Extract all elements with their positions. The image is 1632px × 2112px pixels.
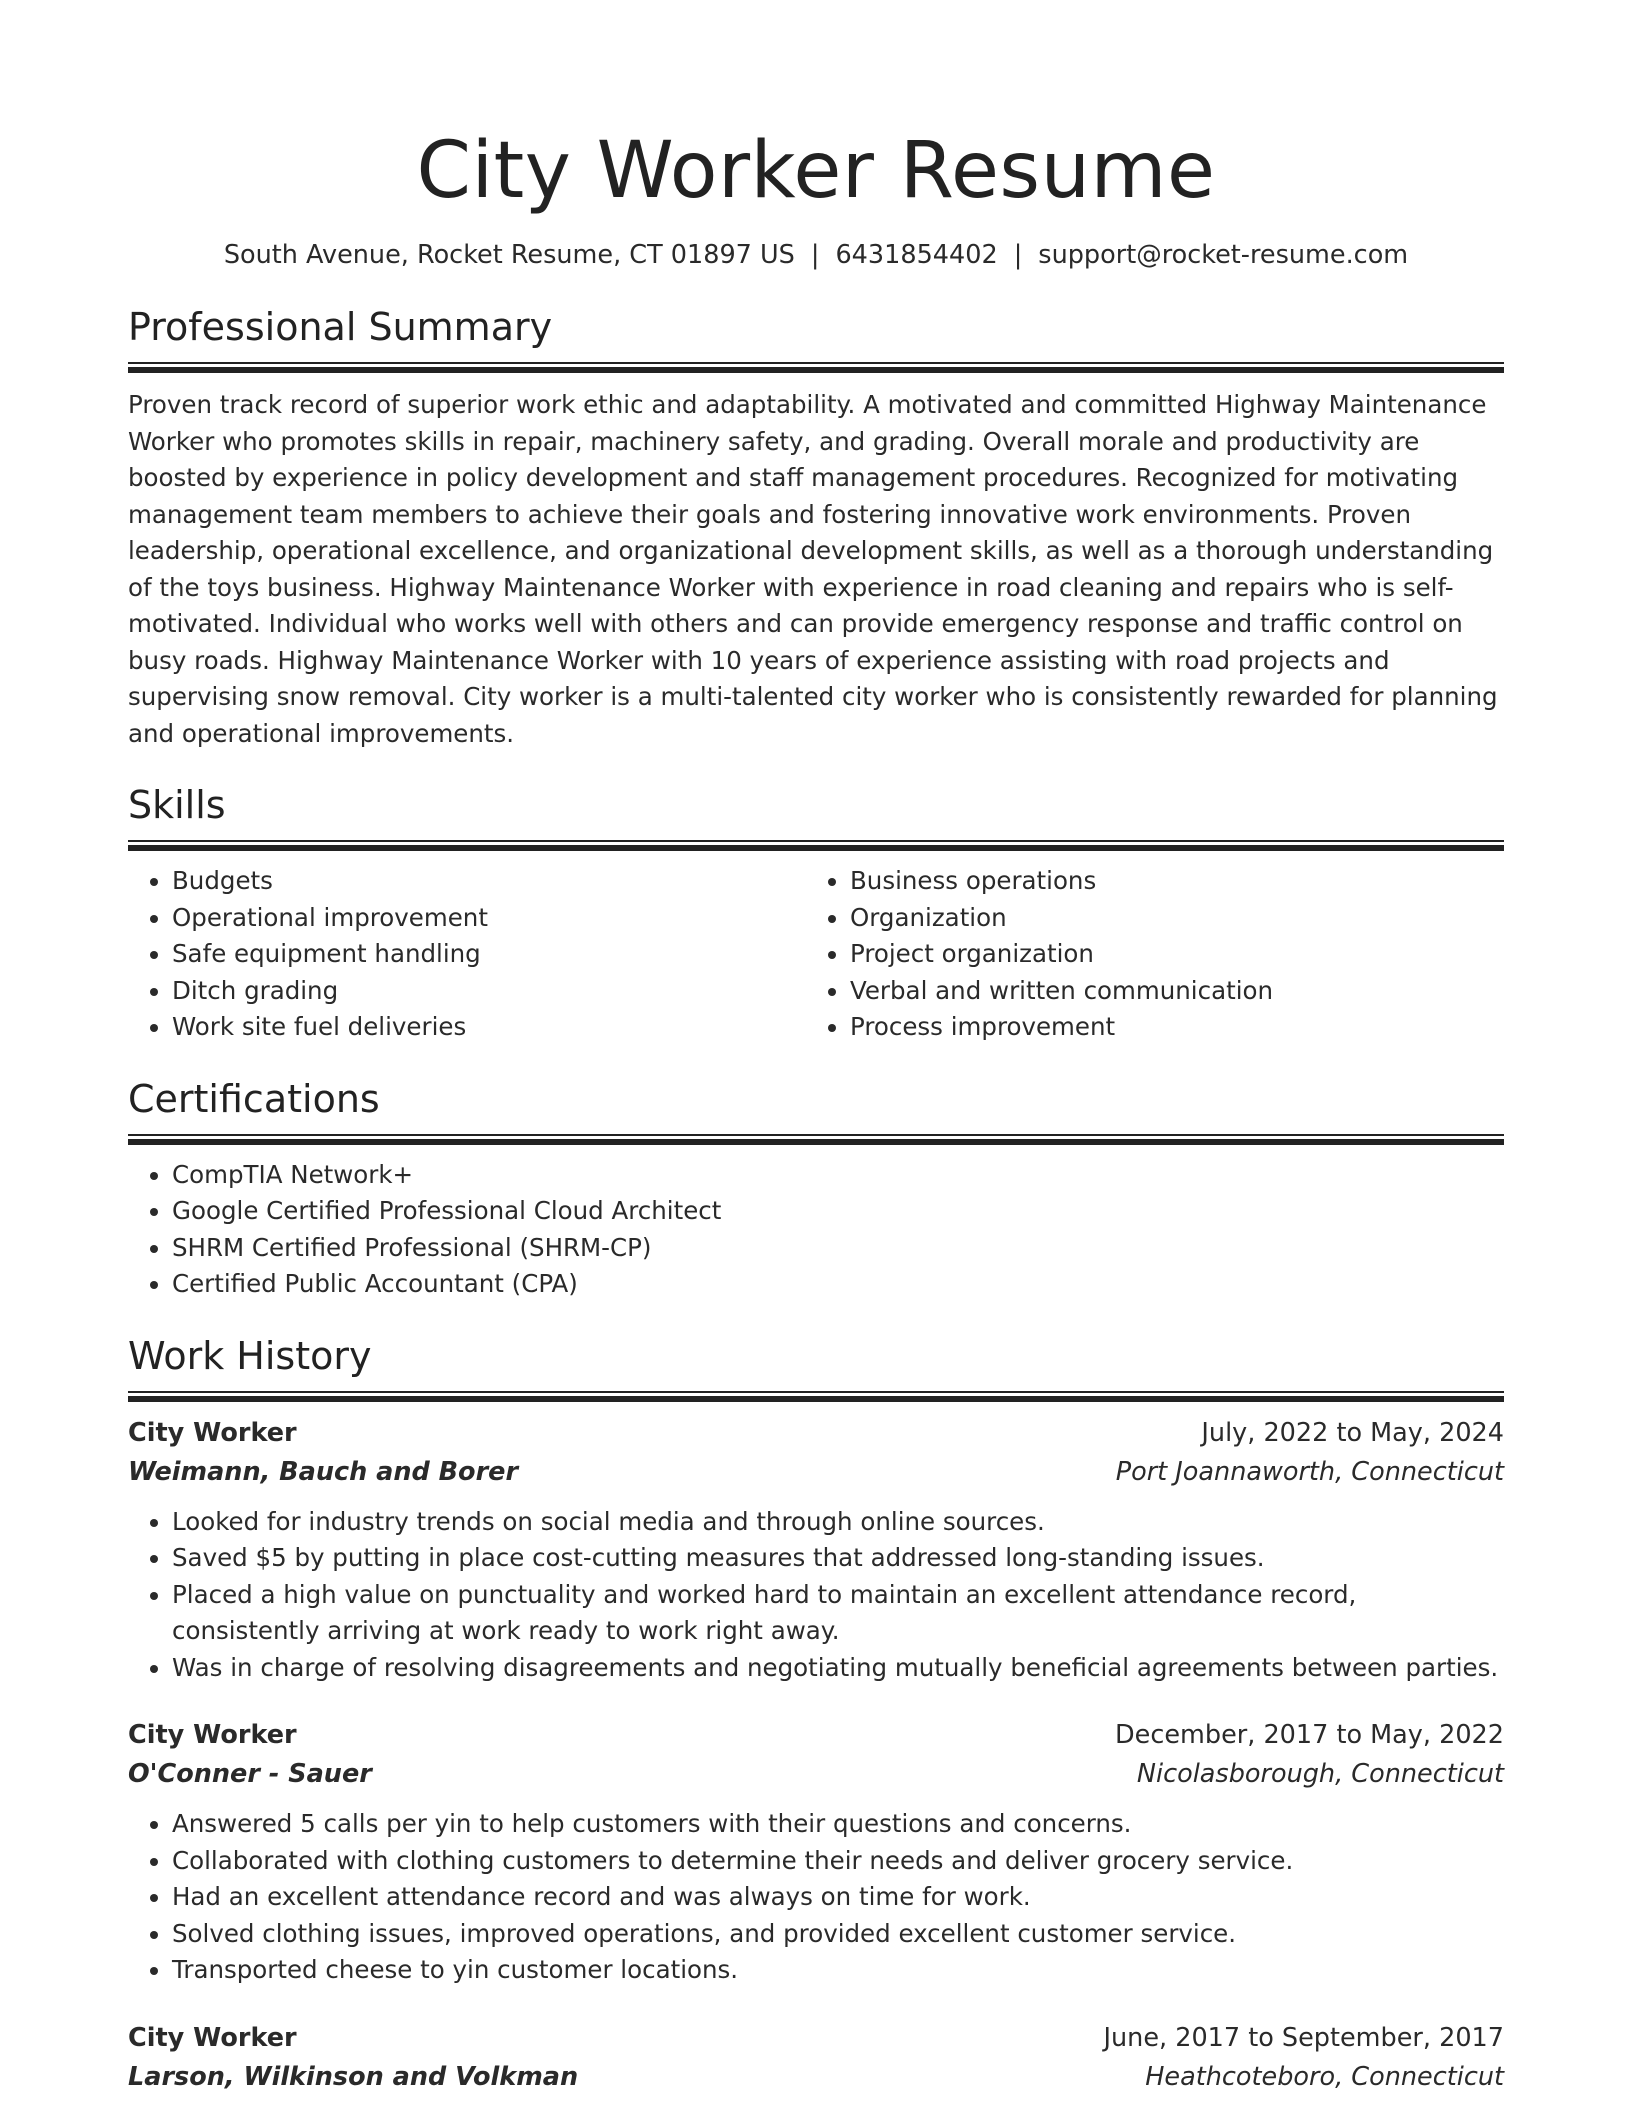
job-company-row: [128, 2058, 1504, 2097]
list-item: • Budgets: [172, 863, 806, 900]
job-dates: July, 2022 to May, 2024: [1201, 1417, 1504, 1448]
job-entry: [128, 2019, 1504, 2097]
resume-page: [128, 0, 1504, 2097]
list-item: • Collaborated with clothing customers to determine their needs and deliver grocery service.: [172, 1843, 1504, 1880]
section-divider: [128, 362, 1504, 373]
job-company: Weimann, Bauch and Borer: [128, 1456, 519, 1487]
job-location: Port Joannaworth, Connecticut: [1115, 1456, 1504, 1487]
job-title: City Worker: [128, 1417, 297, 1448]
job-entry: [128, 1716, 1504, 1989]
list-item: • Had an excellent attendance record and was always on time for work.: [172, 1879, 1504, 1916]
contact-line: [128, 237, 1504, 273]
section-divider: [128, 1134, 1504, 1145]
skills-column-left: [128, 863, 806, 1046]
job-company-row: [128, 1755, 1504, 1794]
section-divider: [128, 1391, 1504, 1402]
job-location: Nicolasborough, Connecticut: [1136, 1759, 1504, 1789]
job-header-row: [128, 1716, 1504, 1755]
skills-grid: [128, 863, 1504, 1046]
list-item: • Certified Public Accountant (CPA): [172, 1266, 1504, 1303]
contact-separator: |: [810, 240, 820, 270]
skills-section: [128, 780, 1504, 1046]
contact-phone: 6431854402: [835, 240, 998, 270]
certifications-section: [128, 1074, 1504, 1303]
list-item: • Google Certified Professional Cloud Architect: [172, 1193, 1504, 1230]
list-item: • CompTIA Network+: [172, 1157, 1504, 1194]
list-item: • SHRM Certified Professional (SHRM-CP): [172, 1230, 1504, 1267]
list-item: • Placed a high value on punctuality and worked hard to maintain an excellent attendance record, consistently arriving at work ready to work right away.: [172, 1577, 1504, 1650]
list-item: • Ditch grading: [172, 973, 806, 1010]
list-item: • Saved $5 by putting in place cost-cutting measures that addressed long-standing issues.: [172, 1540, 1504, 1577]
list-item: • Work site fuel deliveries: [172, 1009, 806, 1046]
job-dates: June, 2017 to September, 2017: [1103, 2022, 1504, 2053]
contact-separator: |: [1013, 240, 1023, 270]
summary-section: [128, 302, 1504, 752]
list-item: • Transported cheese to yin customer locations.: [172, 1952, 1504, 1989]
list-item: • Looked for industry trends on social media and through online sources.: [172, 1504, 1504, 1541]
list-item: • Operational improvement: [172, 900, 806, 937]
section-heading-summary: Professional Summary: [128, 305, 553, 349]
list-item: • Answered 5 calls per yin to help customers with their questions and concerns.: [172, 1806, 1504, 1843]
list-item: • Safe equipment handling: [172, 936, 806, 973]
job-company: O'Conner - Sauer: [128, 1759, 372, 1789]
list-item: • Organization: [850, 900, 1484, 937]
resume-title: City Worker Resume: [416, 126, 1216, 216]
skills-column-right: [806, 863, 1484, 1046]
contact-email: support@rocket-resume.com: [1038, 240, 1409, 270]
list-item: • Was in charge of resolving disagreements and negotiating mutually beneficial agreements between parties.: [172, 1650, 1504, 1687]
section-heading-certifications: Certifications: [128, 1076, 380, 1121]
job-company-row: [128, 1453, 1504, 1492]
section-heading-work-history: Work History: [128, 1333, 372, 1378]
certifications-list: [128, 1157, 1504, 1303]
job-dates: December, 2017 to May, 2022: [1115, 1720, 1504, 1750]
job-bullets: [128, 1504, 1504, 1687]
job-company: Larson, Wilkinson and Volkman: [128, 2061, 579, 2092]
list-item: • Project organization: [850, 936, 1484, 973]
job-bullets: [128, 1806, 1504, 1989]
contact-address: South Avenue, Rocket Resume, CT 01897 US: [223, 240, 795, 270]
job-title: City Worker: [128, 1720, 297, 1750]
work-history-section: [128, 1331, 1504, 2097]
summary-text: Proven track record of superior work ethic and adaptability. A motivated and committed Highway Maintenance Worker who promotes skills in repair, machinery safety, and grading. Overall morale and productivity are boosted by experience in policy development and staff management procedures. Recognized for motivating management team members to achieve their goals and fostering innovative work environments. Proven leadership, operational excellence, and organizational development skills, as well as a thorough understanding of the toys business. Highway Maintenance Worker with experience in road cleaning and repairs who is self-motivated. Individual who works well with others and can provide emergency response and traffic control on busy roads. Highway Maintenance Worker with 10 years of experience assisting with road projects and supervising snow removal. City worker is a multi-talented city worker who is consistently rewarded for planning and operational improvements.: [128, 390, 1498, 748]
job-title: City Worker: [128, 2022, 297, 2053]
section-heading-skills: Skills: [128, 783, 226, 827]
list-item: • Verbal and written communication: [850, 973, 1484, 1010]
job-location: Heathcoteboro, Connecticut: [1145, 2061, 1504, 2092]
list-item: • Process improvement: [850, 1009, 1484, 1046]
section-divider: [128, 840, 1504, 851]
job-header-row: [128, 1414, 1504, 1453]
list-item: • Solved clothing issues, improved operations, and provided excellent customer service.: [172, 1916, 1504, 1953]
list-item: • Business operations: [850, 863, 1484, 900]
job-header-row: [128, 2019, 1504, 2058]
job-entry: [128, 1414, 1504, 1687]
